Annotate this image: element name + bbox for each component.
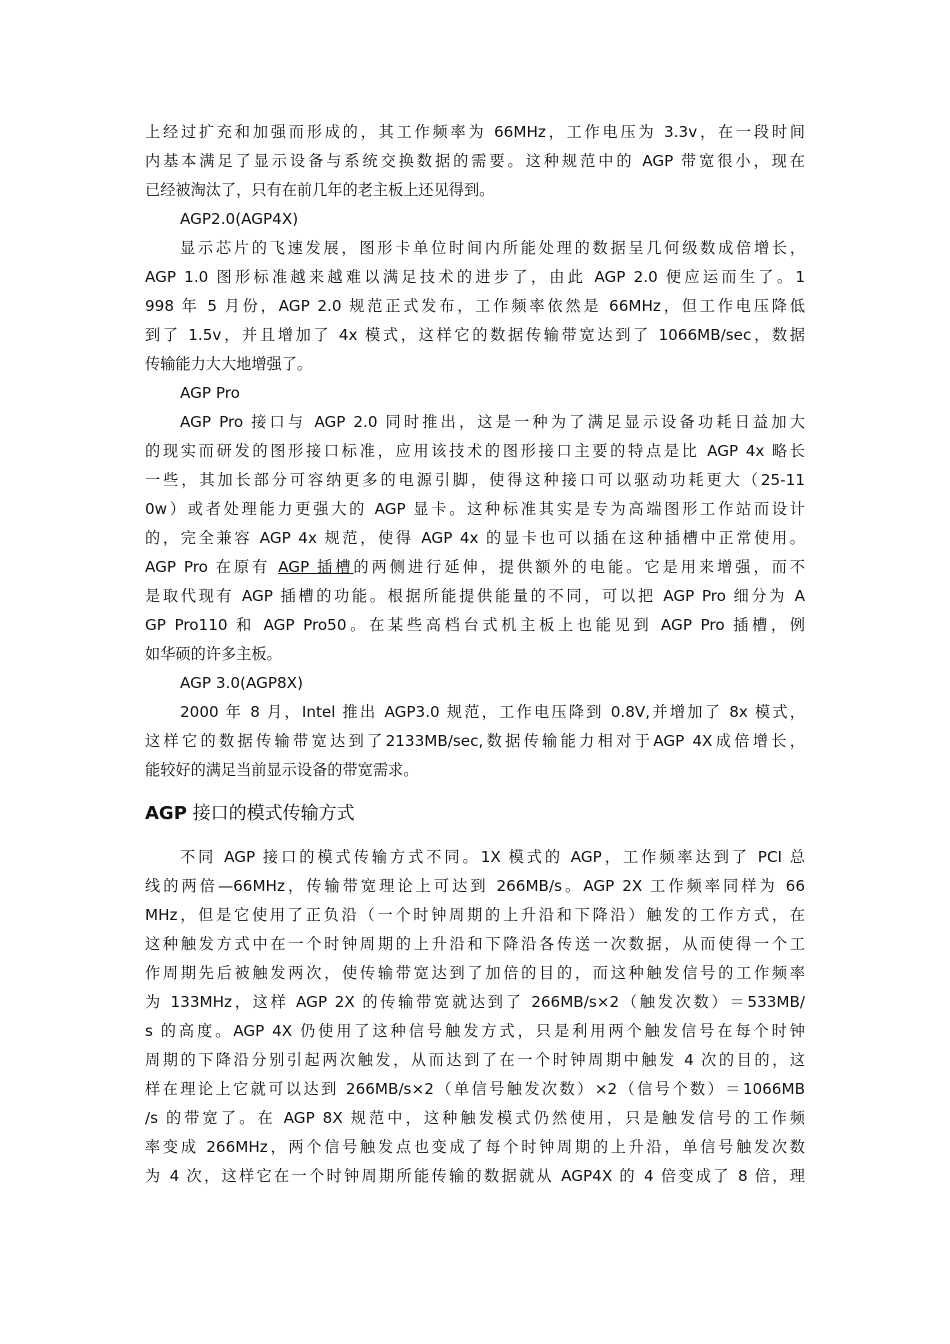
text-segment: AGP Pro 在原有 (145, 558, 279, 576)
agp-slot-link[interactable]: AGP 插槽 (278, 558, 354, 576)
text-line: 为 4 次，这样它在一个时钟周期所能传输的数据就从 AGP4X 的 4 倍变成了 8 倍，理 (145, 1167, 805, 1185)
text-line: 的，完全兼容 AGP 4x 规范，使得 AGP 4x 的显卡也可以插在这种插槽中正常使用。 (145, 529, 805, 547)
text-line: 率变成 266MHz，两个信号触发点也变成了每个时钟周期的上升沿，单信号触发次数 (145, 1138, 805, 1156)
text-line: 的现实而研发的图形接口标准，应用该技术的图形接口主要的特点是比 AGP 4x 略长 (145, 442, 805, 460)
text-line: 是取代现有 AGP 插槽的功能。根据所能提供能量的不同，可以把 AGP Pro 细分为 A (145, 587, 805, 605)
text-line: 上经过扩充和加强而形成的，其工作频率为 66MHz，工作电压为 3.3v，在一段时间 (145, 123, 805, 141)
text-line: 显示芯片的飞速发展，图形卡单位时间内所能处理的数据呈几何级数成倍增长， (180, 239, 805, 257)
text-line: 线的两倍—66MHz，传输带宽理论上可达到 266MB/s。AGP 2X 工作频率同样为 66 (145, 877, 805, 895)
text-line: 这种触发方式中在一个时钟周期的上升沿和下降沿各传送一次数据，从而使得一个工 (145, 935, 805, 953)
subheading-agp3: AGP 3.0(AGP8X) (180, 674, 303, 692)
text-line: 样在理论上它就可以达到 266MB/s×2（单信号触发次数）×2（信号个数）＝1066MB (145, 1080, 805, 1098)
section-heading-agp-transfer-modes (145, 795, 805, 833)
subheading-agp2: AGP2.0(AGP4X) (180, 210, 299, 228)
paragraph-agp3 (145, 698, 805, 785)
heading-bold-part: AGP (145, 803, 187, 824)
text-line: 不同 AGP 接口的模式传输方式不同。1X 模式的 AGP，工作频率达到了 PCI 总 (180, 848, 805, 866)
text-line: s 的高度。AGP 4X 仍使用了这种信号触发方式，只是利用两个触发信号在每个时钟 (145, 1022, 805, 1040)
text-line: 周期的下降沿分别引起两次触发，从而达到了在一个时钟周期中触发 4 次的目的，这 (145, 1051, 805, 1069)
subheading-agp-pro: AGP Pro (180, 384, 240, 402)
paragraph-transfer-modes (145, 843, 805, 1191)
text-line: 998 年 5 月份，AGP 2.0 规范正式发布，工作频率依然是 66MHz，但工作电压降低 (145, 297, 805, 315)
text-line: 2000 年 8 月，Intel 推出 AGP3.0 规范，工作电压降到 0.8V,并增加了 8x 模式， (180, 703, 805, 721)
text-line: AGP Pro 接口与 AGP 2.0 同时推出，这是一种为了满足显示设备功耗日益加大 (180, 413, 805, 431)
text-line: 内基本满足了显示设备与系统交换数据的需要。这种规范中的 AGP 带宽很小，现在 (145, 152, 805, 170)
text-line: 为 133MHz，这样 AGP 2X 的传输带宽就达到了 266MB/s×2（触发次数）＝533MB/ (145, 993, 805, 1011)
heading-rest: 接口的模式传输方式 (186, 803, 355, 824)
paragraph-agp1-continuation (145, 118, 805, 205)
text-line: GP Pro110 和 AGP Pro50。在某些高档台式机主板上也能见到 AGP Pro 插槽，例 (145, 616, 805, 634)
paragraph-agp2 (145, 234, 805, 379)
text-line: 已经被淘汰了，只有在前几年的老主板上还见得到。 (145, 181, 495, 199)
text-line: 到了 1.5v，并且增加了 4x 模式，这样它的数据传输带宽达到了 1066MB/sec，数据 (145, 326, 805, 344)
text-line: 作周期先后被触发两次，使传输带宽达到了加倍的目的，而这种触发信号的工作频率 (145, 964, 805, 982)
text-line: 传输能力大大地增强了。 (145, 355, 313, 373)
text-line: /s 的带宽了。在 AGP 8X 规范中，这种触发模式仍然使用，只是触发信号的工作频 (145, 1109, 805, 1127)
paragraph-agp-pro (145, 408, 805, 669)
text-segment: 的两侧进行延伸，提供额外的电能。它是用来增强，而不 (353, 558, 805, 576)
text-line: 这样它的数据传输带宽达到了2133MB/sec,数据传输能力相对于AGP 4X成倍增长， (145, 732, 805, 750)
text-line: MHz，但是它使用了正负沿（一个时钟周期的上升沿和下降沿）触发的工作方式，在 (145, 906, 805, 924)
text-line: AGP 1.0 图形标准越来越难以满足技术的进步了，由此 AGP 2.0 便应运而生了。1 (145, 268, 805, 286)
text-line: 能较好的满足当前显示设备的带宽需求。 (145, 761, 419, 779)
text-line-with-link (145, 553, 805, 582)
text-line: 如华硕的许多主板。 (145, 645, 282, 663)
text-line: 0w）或者处理能力更强大的 AGP 显卡。这种标准其实是专为高端图形工作站而设计 (145, 500, 805, 518)
text-line: 一些，其加长部分可容纳更多的电源引脚，使得这种接口可以驱动功耗更大（25-11 (145, 471, 805, 489)
document-page (145, 118, 805, 1191)
